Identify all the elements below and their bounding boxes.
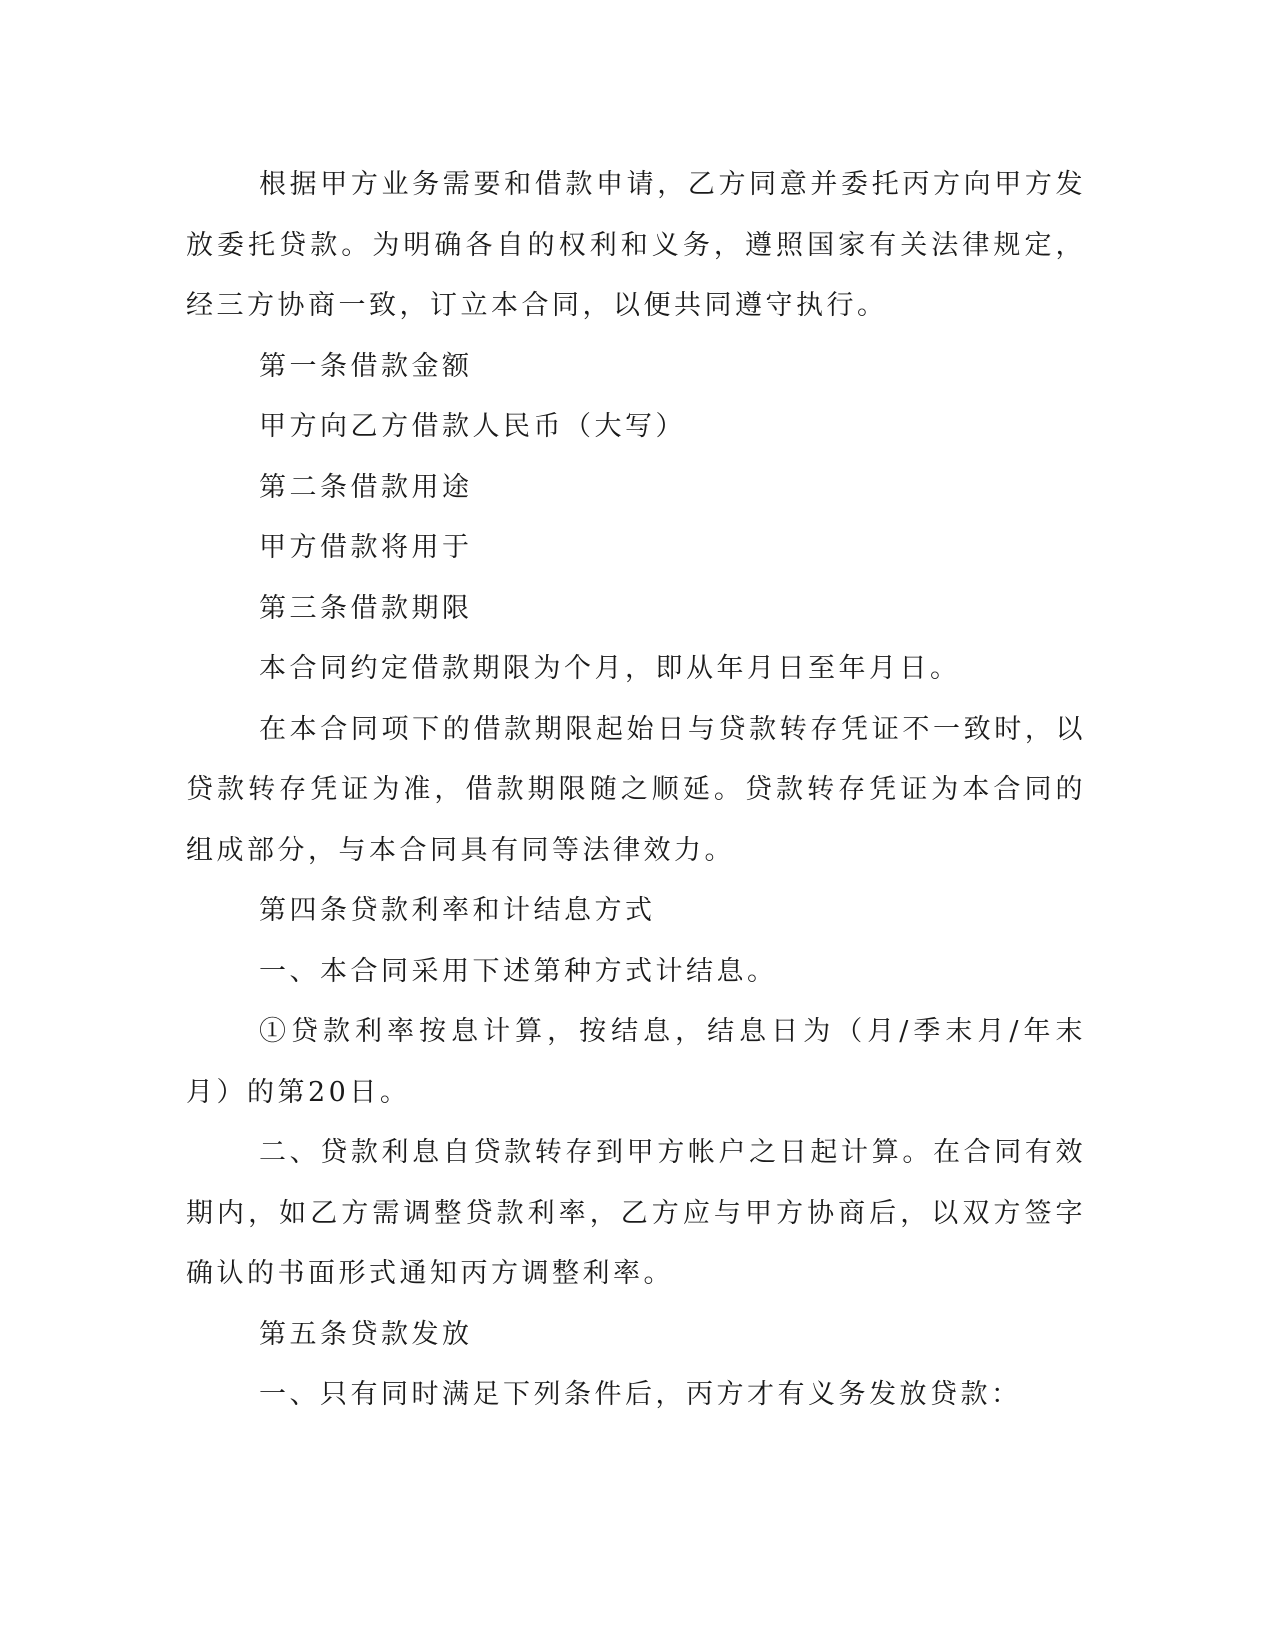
article-4-heading bbox=[186, 881, 1086, 942]
paragraph-text: 一、本合同采用下述第种方式计结息。 bbox=[259, 955, 778, 987]
article-4-item-1 bbox=[186, 942, 1086, 1003]
heading-text: 第五条贷款发放 bbox=[259, 1318, 473, 1350]
article-3-clause bbox=[186, 700, 1086, 882]
article-4-option-1 bbox=[186, 1002, 1086, 1123]
paragraph-text: 本合同约定借款期限为个月，即从年月日至年月日。 bbox=[259, 653, 961, 684]
paragraph-text: 甲方向乙方借款人民币（大写） bbox=[259, 411, 686, 442]
article-1-heading bbox=[186, 337, 1086, 398]
document-body bbox=[186, 155, 1086, 1426]
paragraph-text: 一、只有同时满足下列条件后，丙方才有义务发放贷款： bbox=[259, 1379, 1022, 1410]
paragraph-text: 二、贷款利息自贷款转存到甲方帐户之日起计算。在合同有效期内，如乙方需调整贷款利率，乙方应与甲方协商后，以双方签字确认的书面形式通知丙方调整利率。 bbox=[186, 1137, 1086, 1289]
article-2-body bbox=[186, 518, 1086, 579]
heading-text: 第一条借款金额 bbox=[259, 350, 473, 382]
article-3-heading bbox=[186, 579, 1086, 640]
article-3-body bbox=[186, 639, 1086, 700]
heading-text: 第三条借款期限 bbox=[259, 592, 473, 624]
paragraph-text: ①贷款利率按息计算，按结息，结息日为（月/季末月/年末月）的第20日。 bbox=[186, 1016, 1086, 1108]
article-4-item-2 bbox=[186, 1123, 1086, 1305]
paragraph-text: 根据甲方业务需要和借款申请，乙方同意并委托丙方向甲方发放委托贷款。为明确各自的权利和义务，遵照国家有关法律规定，经三方协商一致，订立本合同，以便共同遵守执行。 bbox=[186, 169, 1086, 321]
paragraph-preamble bbox=[186, 155, 1086, 337]
article-2-heading bbox=[186, 458, 1086, 519]
article-1-body bbox=[186, 397, 1086, 458]
heading-text: 第四条贷款利率和计结息方式 bbox=[259, 895, 656, 926]
article-5-item-1 bbox=[186, 1365, 1086, 1426]
article-5-heading bbox=[186, 1305, 1086, 1366]
paragraph-text: 在本合同项下的借款期限起始日与贷款转存凭证不一致时，以贷款转存凭证为准，借款期限随之顺延。贷款转存凭证为本合同的组成部分，与本合同具有同等法律效力。 bbox=[186, 713, 1086, 866]
paragraph-text: 甲方借款将用于 bbox=[259, 532, 473, 563]
heading-text: 第二条借款用途 bbox=[259, 471, 473, 503]
